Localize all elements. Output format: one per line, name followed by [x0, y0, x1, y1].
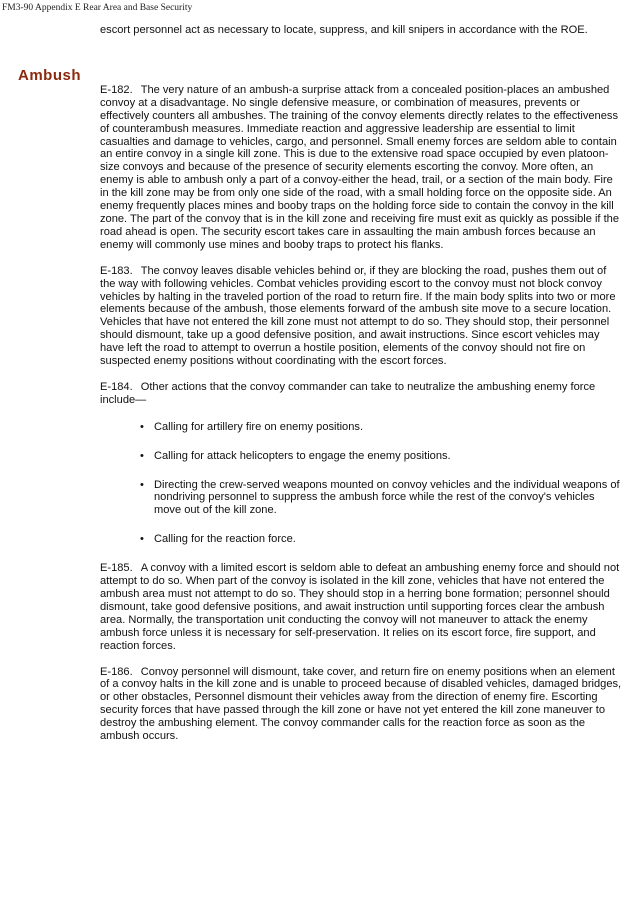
paragraph-number: E-182.: [100, 83, 133, 96]
paragraph-number: E-184.: [100, 380, 133, 393]
paragraph-text: Other actions that the convoy commander can take to neutralize the ambushing enemy force include—: [100, 380, 596, 406]
list-item: • Calling for attack helicopters to engage the enemy positions.: [100, 450, 622, 463]
paragraph-e182: [100, 84, 622, 252]
paragraph-text: A convoy with a limited escort is seldom able to defeat an ambushing enemy force and should not attempt to do so. When part of the convoy is isolated in the kill zone, vehicles that have not entered the ambush area must not attempt to do so. They should stop in a herring bone formation; personnel should dismount, take good defensive positions, and await instruction until supporting forces clear the ambush area. Normally, the transportation unit conducting the convoy will not maneuver to attack the enemy ambush force unless it is necessary for self-preservation. It relies on its escort force, fire support, and reaction forces.: [100, 562, 620, 652]
paragraph-number: E-185.: [100, 562, 133, 575]
paragraph-text: Convoy personnel will dismount, take cover, and return fire on enemy positions when an element of a convoy halts in the kill zone and is unable to proceed because of disabled vehicles, damaged bridges, or other obstacles, Personnel dismount their vehicles away from the direction of enemy fire. Escorting security forces that have passed through the kill zone or have not yet entered the kill zone maneuver to destroy the ambushing element. The convoy commander calls for the reaction force as soon as the ambush occurs.: [100, 665, 622, 743]
page-body: [100, 24, 622, 756]
running-head: FM3-90 Appendix E Rear Area and Base Security: [2, 3, 193, 13]
list-item: • Calling for the reaction force.: [100, 533, 622, 546]
intro-paragraph: escort personnel act as necessary to locate, suppress, and kill snipers in accordance with the ROE.: [100, 24, 588, 36]
section-heading-ambush: Ambush: [18, 67, 81, 84]
heading-spacer: [100, 56, 622, 84]
paragraph-number: E-183.: [100, 264, 133, 277]
paragraph-e184: [100, 381, 622, 407]
list-item: • Calling for artillery fire on enemy positions.: [100, 421, 622, 434]
paragraph-e186: [100, 666, 622, 743]
list-item: • Directing the crew-served weapons mounted on convoy vehicles and the individual weapons of nondriving personnel to suppress the ambush force while the rest of the convoy's vehicles move out of the kill zone.: [100, 479, 622, 518]
paragraph-text: The convoy leaves disable vehicles behind or, if they are blocking the road, pushes them out of the way with following vehicles. Combat vehicles providing escort to the convoy must not block convoy vehicles by halting in the traveled portion of the road to return fire. If the main body splits into two or more elements because of the ambush, those elements forward of the ambush site move to a secure location. Vehicles that have not entered the kill zone must not attempt to do so. They should stop, their personnel should dismount, take up a good defensive position, and await instructions. Since escort vehicles may have left the road to attempt to overrun a hostile position, elements of the convoy should not fire on suspected enemy positions without coordinating with the escort forces.: [100, 264, 616, 368]
paragraph-e185: [100, 562, 622, 652]
paragraph-text: The very nature of an ambush-a surprise attack from a concealed position-places an ambushed convoy at a disadvantage. No single defensive measure, or combination of measures, prevents or effectively counters all ambushes. The training of the convoy elements directly relates to the effectiveness of counterambush measures. Immediate reaction and aggressive leadership are essential to limit casualties and damage to vehicles, cargo, and personnel. Small enemy forces are seldom able to contain an entire convoy in a single kill zone. This is due to the extensive road space occupied by even platoon-size convoys and because of the presence of security elements escorting the convoy. More often, an enemy is able to ambush only a part of a convoy-either the head, trail, or a section of the main body. Fire in the kill zone may be from only one side of the road, with a small holding force on the opposite side. An enemy frequently places mines and booby traps on the holding force side to contain the convoy in the kill zone. The part of the convoy that is in the kill zone and receiving fire must exit as quickly as possible if the road ahead is open. The security escort takes care in assaulting the main ambush forces because an enemy will commonly use mines and booby traps to protect his flanks.: [100, 83, 620, 251]
paragraph-number: E-186.: [100, 665, 133, 678]
paragraph-e183: [100, 265, 622, 368]
ambush-actions-list: [100, 421, 622, 546]
